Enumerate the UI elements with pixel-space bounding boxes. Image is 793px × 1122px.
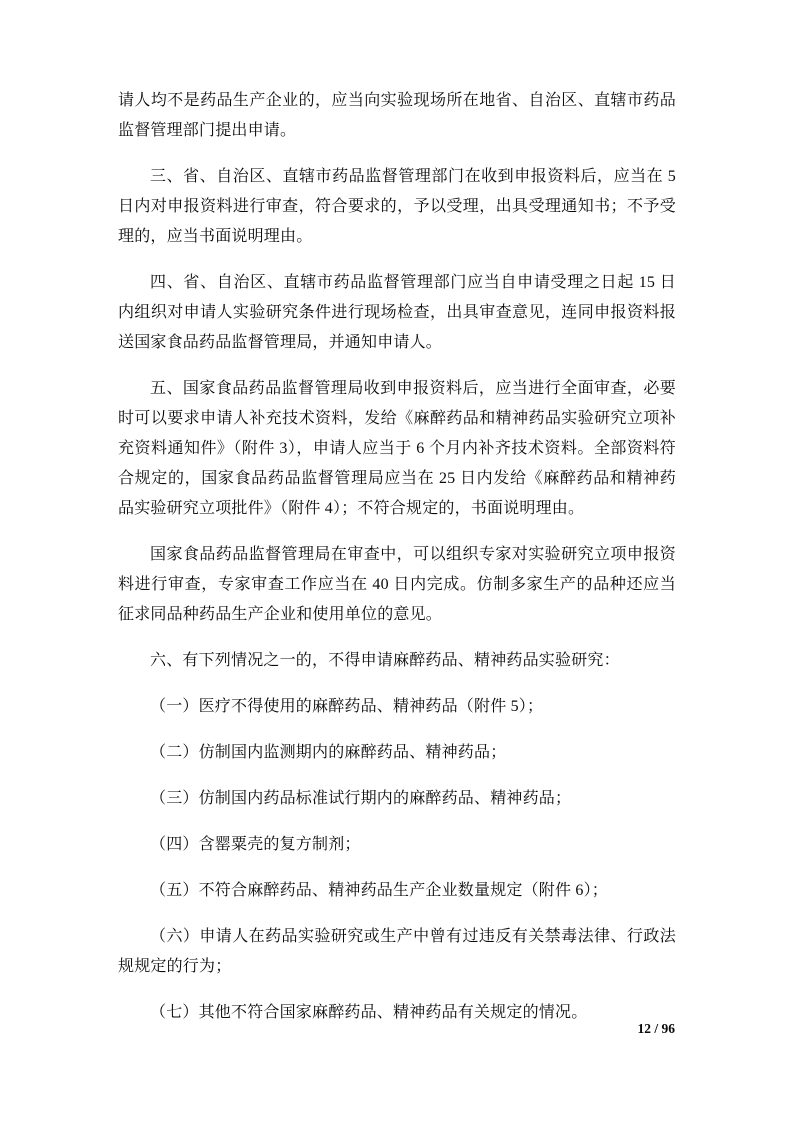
paragraph-article-6-item-6: （六）申请人在药品实验研究或生产中曾有过违反有关禁毒法律、行政法规规定的行为；: [118, 928, 676, 975]
paragraph-article-6-item-5: （五）不符合麻醉药品、精神药品生产企业数量规定（附件 6）；: [150, 882, 609, 899]
paragraph-article-5-expert-review: 国家食品药品监督管理局在审查中，可以组织专家对实验研究立项申报资料进行审查，专家审查工作应当在 40 日内完成。仿制多家生产的品种还应当征求同品种药品生产企业和使用单位的意见。: [118, 546, 676, 623]
paragraph-article-6-item-2: （二）仿制国内监测期内的麻醉药品、精神药品；: [150, 744, 507, 761]
paragraph-article-3: 三、省、自治区、直辖市药品监督管理部门在收到申报资料后，应当在 5 日内对申报资料进行审查，符合要求的，予以受理，出具受理通知书；不予受理的，应当书面说明理由。: [118, 168, 676, 245]
paragraph-continuation: 请人均不是药品生产企业的，应当向实验现场所在地省、自治区、直辖市药品监督管理部门提出申请。: [118, 92, 676, 139]
document-body: [118, 86, 676, 1044]
page-number: 12 / 96: [637, 1021, 675, 1036]
paragraph-article-4: 四、省、自治区、直辖市药品监督管理部门应当自申请受理之日起 15 日内组织对申请人实验研究条件进行现场检查，出具审查意见，连同申报资料报送国家食品药品监督管理局，并通知申请人。: [118, 274, 676, 351]
paragraph-article-6-item-7: （七）其他不符合国家麻醉药品、精神药品有关规定的情况。: [150, 1004, 588, 1021]
paragraph-article-6-item-1: （一）医疗不得使用的麻醉药品、精神药品（附件 5）；: [150, 698, 544, 715]
paragraph-article-6-item-3: （三）仿制国内药品标准试行期内的麻醉药品、精神药品；: [150, 790, 572, 807]
paragraph-article-6: 六、有下列情况之一的，不得申请麻醉药品、精神药品实验研究：: [150, 652, 620, 669]
paragraph-article-5: 五、国家食品药品监督管理局收到申报资料后，应当进行全面审查，必要时可以要求申请人补充技术资料，发给《麻醉药品和精神药品实验研究立项补充资料通知件》（附件 3），申请人应当于 6 个月内补齐技术资料。全部资料符合规定的，国家食品药品监督管理局应当在 25 日内发给《麻醉药品和精神药品实验研究立项批件》（附件 4）；不符合规定的，书面说明理由。: [118, 380, 676, 517]
paragraph-article-6-item-4: （四）含罂粟壳的复方制剂；: [150, 836, 361, 853]
